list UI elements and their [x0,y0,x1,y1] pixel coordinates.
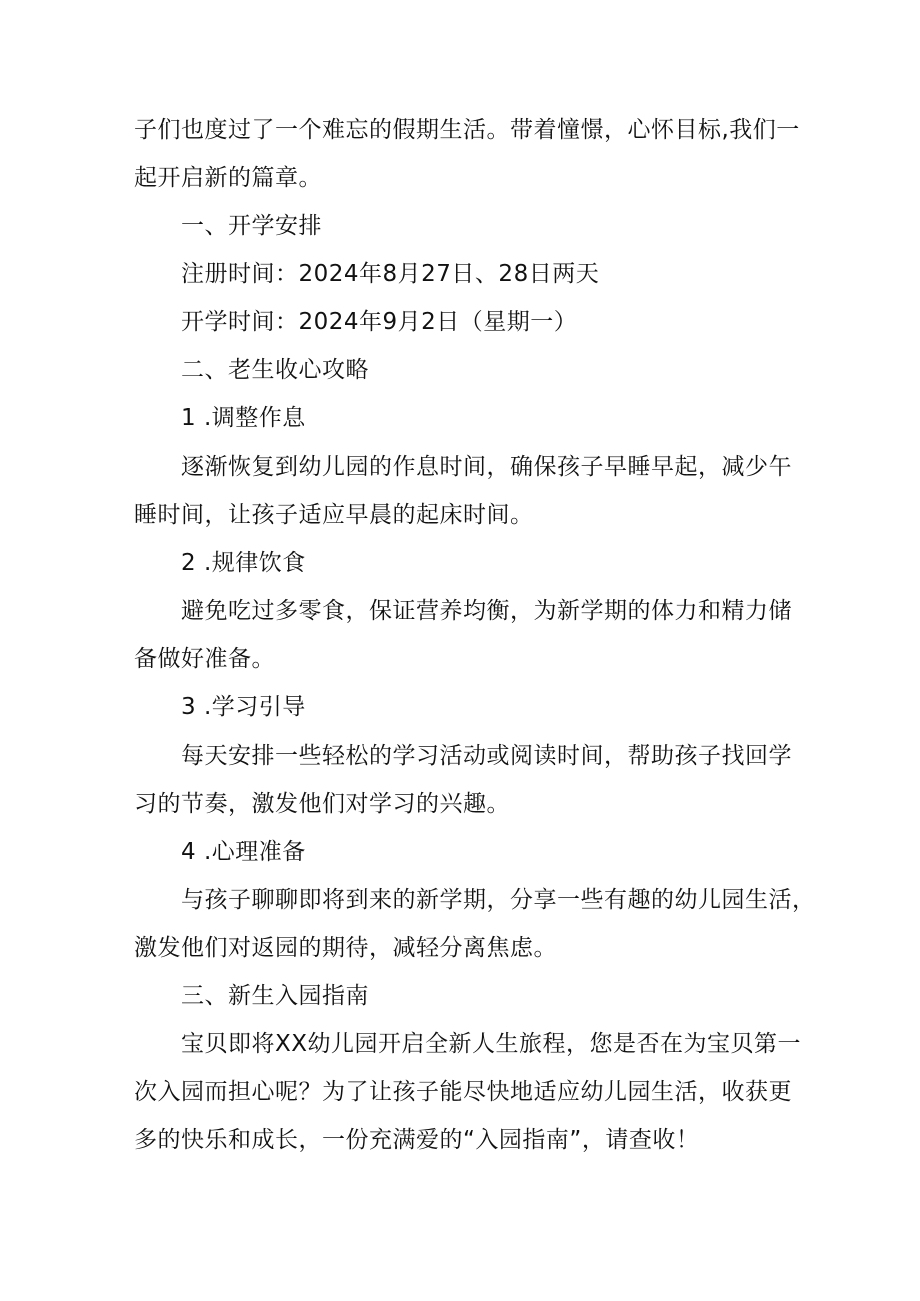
item-paragraph-line: 与孩子聊聊即将到来的新学期，分享一些有趣的幼儿园生活， [181,887,816,913]
item-title-diet: 2 .规律饮食 [181,550,306,576]
intro-line-2: 起开启新的篇章。 [134,165,322,191]
section-heading-returning-students: 二、老生收心攻略 [181,357,369,383]
item-title-routine: 1 .调整作息 [181,405,306,431]
item-paragraph-line: 睡时间，让孩子适应早晨的起床时间。 [134,502,534,528]
section3-paragraph-line: 宝贝即将XX幼儿园开启全新人生旅程，您是否在为宝贝第一 [181,1031,802,1057]
section-heading-new-students: 三、新生入园指南 [181,983,369,1009]
item-paragraph-line: 逐渐恢复到幼儿园的作息时间，确保孩子早睡早起，减少午 [181,454,792,480]
item-paragraph-line: 每天安排一些轻松的学习活动或阅读时间，帮助孩子找回学 [181,743,792,769]
section-heading-schedule: 一、开学安排 [181,213,322,239]
item-title-mental: 4 .心理准备 [181,839,306,865]
section3-paragraph-line: 多的快乐和成长，一份充满爱的“入园指南”，请查收！ [134,1127,700,1153]
register-time: 注册时间：2024年8月27日、28日两天 [181,261,600,287]
intro-line-1: 子们也度过了一个难忘的假期生活。带着憧憬，心怀目标,我们一 [134,117,800,143]
item-paragraph-line: 激发他们对返园的期待，减轻分离焦虑。 [134,935,557,961]
item-title-study: 3 .学习引导 [181,694,306,720]
section3-paragraph-line: 次入园而担心呢？为了让孩子能尽快地适应幼儿园生活，收获更 [134,1079,792,1105]
school-start-time: 开学时间：2024年9月2日（星期一） [181,309,578,335]
item-paragraph-line: 习的节奏，激发他们对学习的兴趣。 [134,791,510,817]
item-paragraph-line: 避免吃过多零食，保证营养均衡，为新学期的体力和精力储 [181,598,792,624]
item-paragraph-line: 备做好准备。 [134,646,275,672]
